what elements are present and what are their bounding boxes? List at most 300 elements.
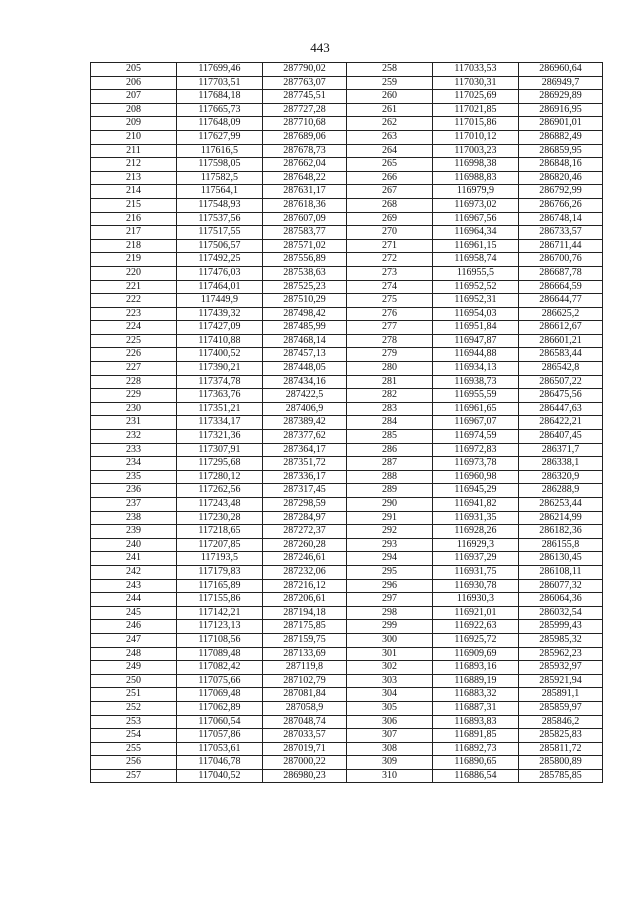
table-cell-x-coordinate: 117537,56 — [177, 212, 263, 226]
table-row — [91, 212, 603, 226]
table-cell-x-coordinate: 117057,86 — [177, 729, 263, 743]
table-cell-y-coordinate: 287745,51 — [263, 90, 347, 104]
table-row — [91, 375, 603, 389]
table-row — [91, 593, 603, 607]
table-cell-x-coordinate: 117582,5 — [177, 171, 263, 185]
table-cell-point-number: 215 — [91, 198, 177, 212]
table-cell-y-coordinate: 287232,06 — [263, 565, 347, 579]
table-cell-point-number: 281 — [347, 375, 433, 389]
table-row — [91, 756, 603, 770]
table-row — [91, 647, 603, 661]
table-row — [91, 511, 603, 525]
table-cell-point-number: 254 — [91, 729, 177, 743]
table-cell-y-coordinate: 286612,67 — [519, 321, 603, 335]
table-cell-point-number: 265 — [347, 158, 433, 172]
table-cell-point-number: 283 — [347, 402, 433, 416]
table-cell-y-coordinate: 287298,59 — [263, 498, 347, 512]
table-cell-point-number: 217 — [91, 226, 177, 240]
table-row — [91, 620, 603, 634]
table-cell-x-coordinate: 117665,73 — [177, 103, 263, 117]
table-cell-point-number: 309 — [347, 756, 433, 770]
table-cell-point-number: 260 — [347, 90, 433, 104]
table-row — [91, 416, 603, 430]
table-cell-y-coordinate: 285800,89 — [519, 756, 603, 770]
table-cell-point-number: 239 — [91, 525, 177, 539]
table-cell-x-coordinate: 116972,83 — [433, 443, 519, 457]
table-cell-x-coordinate: 116958,74 — [433, 253, 519, 267]
table-cell-x-coordinate: 116883,32 — [433, 688, 519, 702]
table-cell-x-coordinate: 117062,89 — [177, 701, 263, 715]
table-cell-x-coordinate: 117439,32 — [177, 307, 263, 321]
table-cell-point-number: 290 — [347, 498, 433, 512]
table-cell-x-coordinate: 116967,56 — [433, 212, 519, 226]
table-cell-point-number: 230 — [91, 402, 177, 416]
table-cell-y-coordinate: 286687,78 — [519, 266, 603, 280]
table-cell-point-number: 304 — [347, 688, 433, 702]
table-cell-y-coordinate: 287284,97 — [263, 511, 347, 525]
table-cell-y-coordinate: 287272,37 — [263, 525, 347, 539]
table-cell-y-coordinate: 286916,95 — [519, 103, 603, 117]
table-cell-x-coordinate: 117616,5 — [177, 144, 263, 158]
table-row — [91, 769, 603, 783]
table-row — [91, 606, 603, 620]
table-cell-x-coordinate: 117307,91 — [177, 443, 263, 457]
table-cell-y-coordinate: 287000,22 — [263, 756, 347, 770]
table-cell-point-number: 252 — [91, 701, 177, 715]
table-cell-point-number: 247 — [91, 633, 177, 647]
table-cell-y-coordinate: 286820,46 — [519, 171, 603, 185]
table-cell-x-coordinate: 116960,98 — [433, 470, 519, 484]
table-row — [91, 90, 603, 104]
table-row — [91, 579, 603, 593]
table-cell-x-coordinate: 116961,15 — [433, 239, 519, 253]
table-cell-point-number: 302 — [347, 661, 433, 675]
table-row — [91, 280, 603, 294]
table-cell-y-coordinate: 287498,42 — [263, 307, 347, 321]
table-cell-point-number: 225 — [91, 334, 177, 348]
table-cell-point-number: 267 — [347, 185, 433, 199]
table-cell-point-number: 243 — [91, 579, 177, 593]
table-cell-x-coordinate: 117295,68 — [177, 457, 263, 471]
table-cell-point-number: 296 — [347, 579, 433, 593]
table-cell-y-coordinate: 286766,26 — [519, 198, 603, 212]
table-cell-point-number: 284 — [347, 416, 433, 430]
table-row — [91, 362, 603, 376]
table-cell-x-coordinate: 116887,31 — [433, 701, 519, 715]
table-cell-x-coordinate: 117548,93 — [177, 198, 263, 212]
table-row — [91, 484, 603, 498]
table-cell-point-number: 255 — [91, 742, 177, 756]
table-row — [91, 63, 603, 77]
table-cell-y-coordinate: 285846,2 — [519, 715, 603, 729]
table-cell-y-coordinate: 287336,17 — [263, 470, 347, 484]
table-cell-x-coordinate: 117334,17 — [177, 416, 263, 430]
table-cell-y-coordinate: 286711,44 — [519, 239, 603, 253]
table-cell-y-coordinate: 287317,45 — [263, 484, 347, 498]
table-cell-x-coordinate: 117684,18 — [177, 90, 263, 104]
table-cell-point-number: 246 — [91, 620, 177, 634]
table-cell-x-coordinate: 116947,87 — [433, 334, 519, 348]
table-cell-point-number: 256 — [91, 756, 177, 770]
table-cell-x-coordinate: 117230,28 — [177, 511, 263, 525]
table-cell-point-number: 293 — [347, 538, 433, 552]
table-cell-point-number: 305 — [347, 701, 433, 715]
table-cell-x-coordinate: 116973,78 — [433, 457, 519, 471]
table-cell-y-coordinate: 287457,13 — [263, 348, 347, 362]
table-cell-point-number: 249 — [91, 661, 177, 675]
table-row — [91, 117, 603, 131]
table-cell-point-number: 277 — [347, 321, 433, 335]
table-cell-x-coordinate: 117108,56 — [177, 633, 263, 647]
table-cell-y-coordinate: 287019,71 — [263, 742, 347, 756]
table-cell-y-coordinate: 287583,77 — [263, 226, 347, 240]
table-row — [91, 633, 603, 647]
table-cell-x-coordinate: 116893,16 — [433, 661, 519, 675]
table-cell-y-coordinate: 287048,74 — [263, 715, 347, 729]
table-cell-y-coordinate: 287033,57 — [263, 729, 347, 743]
table-cell-x-coordinate: 116921,01 — [433, 606, 519, 620]
table-cell-point-number: 263 — [347, 130, 433, 144]
table-row — [91, 538, 603, 552]
table-cell-point-number: 257 — [91, 769, 177, 783]
table-cell-y-coordinate: 286664,59 — [519, 280, 603, 294]
table-cell-point-number: 233 — [91, 443, 177, 457]
table-cell-point-number: 224 — [91, 321, 177, 335]
table-cell-x-coordinate: 116934,13 — [433, 362, 519, 376]
table-cell-x-coordinate: 117021,85 — [433, 103, 519, 117]
table-cell-y-coordinate: 286422,21 — [519, 416, 603, 430]
table-cell-x-coordinate: 117155,86 — [177, 593, 263, 607]
table-cell-y-coordinate: 285785,85 — [519, 769, 603, 783]
table-cell-y-coordinate: 287406,9 — [263, 402, 347, 416]
table-row — [91, 430, 603, 444]
table-cell-point-number: 270 — [347, 226, 433, 240]
table-cell-x-coordinate: 117089,48 — [177, 647, 263, 661]
table-cell-x-coordinate: 117627,99 — [177, 130, 263, 144]
table-cell-point-number: 241 — [91, 552, 177, 566]
table-cell-x-coordinate: 116889,19 — [433, 674, 519, 688]
table-row — [91, 253, 603, 267]
table-cell-x-coordinate: 116891,85 — [433, 729, 519, 743]
table-cell-point-number: 275 — [347, 294, 433, 308]
table-cell-point-number: 207 — [91, 90, 177, 104]
table-cell-y-coordinate: 286253,44 — [519, 498, 603, 512]
table-row — [91, 158, 603, 172]
table-cell-y-coordinate: 287648,22 — [263, 171, 347, 185]
table-cell-y-coordinate: 285985,32 — [519, 633, 603, 647]
table-cell-point-number: 216 — [91, 212, 177, 226]
table-cell-point-number: 231 — [91, 416, 177, 430]
table-cell-point-number: 307 — [347, 729, 433, 743]
table-cell-y-coordinate: 286371,7 — [519, 443, 603, 457]
table-cell-x-coordinate: 116961,65 — [433, 402, 519, 416]
table-cell-x-coordinate: 116909,69 — [433, 647, 519, 661]
table-cell-x-coordinate: 117564,1 — [177, 185, 263, 199]
table-row — [91, 171, 603, 185]
table-cell-x-coordinate: 116964,34 — [433, 226, 519, 240]
table-cell-point-number: 248 — [91, 647, 177, 661]
table-cell-x-coordinate: 117699,46 — [177, 63, 263, 77]
table-cell-x-coordinate: 117410,88 — [177, 334, 263, 348]
table-cell-point-number: 295 — [347, 565, 433, 579]
table-cell-y-coordinate: 286949,7 — [519, 76, 603, 90]
table-cell-point-number: 306 — [347, 715, 433, 729]
table-cell-x-coordinate: 116928,26 — [433, 525, 519, 539]
table-cell-x-coordinate: 117262,56 — [177, 484, 263, 498]
table-cell-x-coordinate: 117123,13 — [177, 620, 263, 634]
table-cell-x-coordinate: 117142,21 — [177, 606, 263, 620]
table-cell-x-coordinate: 116954,03 — [433, 307, 519, 321]
table-cell-point-number: 227 — [91, 362, 177, 376]
table-cell-x-coordinate: 116931,35 — [433, 511, 519, 525]
table-cell-point-number: 211 — [91, 144, 177, 158]
table-cell-y-coordinate: 287434,16 — [263, 375, 347, 389]
table-row — [91, 525, 603, 539]
table-cell-point-number: 274 — [347, 280, 433, 294]
table-cell-x-coordinate: 117207,85 — [177, 538, 263, 552]
table-cell-y-coordinate: 287364,17 — [263, 443, 347, 457]
table-cell-x-coordinate: 117218,65 — [177, 525, 263, 539]
table-cell-y-coordinate: 286475,56 — [519, 389, 603, 403]
table-cell-point-number: 298 — [347, 606, 433, 620]
table-cell-x-coordinate: 116945,29 — [433, 484, 519, 498]
table-row — [91, 443, 603, 457]
table-cell-x-coordinate: 117243,48 — [177, 498, 263, 512]
table-row — [91, 661, 603, 675]
table-cell-y-coordinate: 287206,61 — [263, 593, 347, 607]
table-cell-point-number: 310 — [347, 769, 433, 783]
table-row — [91, 198, 603, 212]
table-cell-point-number: 308 — [347, 742, 433, 756]
table-cell-point-number: 210 — [91, 130, 177, 144]
table-cell-y-coordinate: 286792,99 — [519, 185, 603, 199]
table-cell-point-number: 223 — [91, 307, 177, 321]
table-cell-x-coordinate: 117060,54 — [177, 715, 263, 729]
table-cell-point-number: 286 — [347, 443, 433, 457]
table-row — [91, 498, 603, 512]
table-cell-y-coordinate: 286542,8 — [519, 362, 603, 376]
table-cell-x-coordinate: 116941,82 — [433, 498, 519, 512]
table-row — [91, 321, 603, 335]
table-cell-x-coordinate: 116937,29 — [433, 552, 519, 566]
table-cell-y-coordinate: 286182,36 — [519, 525, 603, 539]
table-cell-y-coordinate: 285825,83 — [519, 729, 603, 743]
table-cell-point-number: 213 — [91, 171, 177, 185]
table-cell-y-coordinate: 286901,01 — [519, 117, 603, 131]
table-cell-point-number: 291 — [347, 511, 433, 525]
table-cell-y-coordinate: 286507,22 — [519, 375, 603, 389]
table-cell-point-number: 236 — [91, 484, 177, 498]
table-cell-x-coordinate: 117030,31 — [433, 76, 519, 90]
table-cell-x-coordinate: 117648,09 — [177, 117, 263, 131]
table-cell-point-number: 261 — [347, 103, 433, 117]
table-cell-x-coordinate: 117363,76 — [177, 389, 263, 403]
table-row — [91, 144, 603, 158]
table-row — [91, 742, 603, 756]
table-cell-y-coordinate: 287133,69 — [263, 647, 347, 661]
table-cell-y-coordinate: 286155,8 — [519, 538, 603, 552]
table-cell-point-number: 285 — [347, 430, 433, 444]
table-cell-y-coordinate: 286108,11 — [519, 565, 603, 579]
table-cell-y-coordinate: 287260,28 — [263, 538, 347, 552]
table-cell-y-coordinate: 287790,02 — [263, 63, 347, 77]
table-cell-x-coordinate: 117025,69 — [433, 90, 519, 104]
table-cell-y-coordinate: 285859,97 — [519, 701, 603, 715]
table-cell-x-coordinate: 117400,52 — [177, 348, 263, 362]
table-cell-y-coordinate: 286733,57 — [519, 226, 603, 240]
table-cell-y-coordinate: 285921,94 — [519, 674, 603, 688]
table-cell-x-coordinate: 116929,3 — [433, 538, 519, 552]
table-cell-y-coordinate: 285891,1 — [519, 688, 603, 702]
table-cell-point-number: 228 — [91, 375, 177, 389]
table-cell-y-coordinate: 287119,8 — [263, 661, 347, 675]
table-cell-point-number: 300 — [347, 633, 433, 647]
table-cell-y-coordinate: 286288,9 — [519, 484, 603, 498]
table-cell-y-coordinate: 286447,63 — [519, 402, 603, 416]
table-cell-point-number: 237 — [91, 498, 177, 512]
table-cell-x-coordinate: 116955,59 — [433, 389, 519, 403]
table-cell-y-coordinate: 286583,44 — [519, 348, 603, 362]
table-cell-y-coordinate: 286960,64 — [519, 63, 603, 77]
table-cell-x-coordinate: 117390,21 — [177, 362, 263, 376]
table-cell-y-coordinate: 287727,28 — [263, 103, 347, 117]
table-cell-y-coordinate: 286859,95 — [519, 144, 603, 158]
table-cell-y-coordinate: 287710,68 — [263, 117, 347, 131]
table-cell-x-coordinate: 117075,66 — [177, 674, 263, 688]
table-cell-x-coordinate: 117033,53 — [433, 63, 519, 77]
table-cell-y-coordinate: 286214,99 — [519, 511, 603, 525]
table-cell-y-coordinate: 287631,17 — [263, 185, 347, 199]
table-cell-point-number: 278 — [347, 334, 433, 348]
table-row — [91, 103, 603, 117]
table-cell-x-coordinate: 117492,25 — [177, 253, 263, 267]
table-cell-x-coordinate: 116952,52 — [433, 280, 519, 294]
table-cell-point-number: 268 — [347, 198, 433, 212]
table-cell-point-number: 297 — [347, 593, 433, 607]
table-cell-point-number: 271 — [347, 239, 433, 253]
table-cell-x-coordinate: 116893,83 — [433, 715, 519, 729]
table-cell-y-coordinate: 287763,07 — [263, 76, 347, 90]
table-cell-x-coordinate: 116974,59 — [433, 430, 519, 444]
table-cell-point-number: 262 — [347, 117, 433, 131]
table-cell-x-coordinate: 116886,54 — [433, 769, 519, 783]
table-cell-y-coordinate: 287678,73 — [263, 144, 347, 158]
table-cell-x-coordinate: 117598,05 — [177, 158, 263, 172]
table-cell-x-coordinate: 116998,38 — [433, 158, 519, 172]
table-cell-y-coordinate: 287485,99 — [263, 321, 347, 335]
table-row — [91, 701, 603, 715]
table-row — [91, 239, 603, 253]
table-cell-x-coordinate: 117053,61 — [177, 742, 263, 756]
table-cell-point-number: 244 — [91, 593, 177, 607]
table-cell-x-coordinate: 117010,12 — [433, 130, 519, 144]
table-cell-point-number: 301 — [347, 647, 433, 661]
table-cell-y-coordinate: 286077,32 — [519, 579, 603, 593]
coordinates-table — [90, 62, 603, 783]
table-cell-point-number: 206 — [91, 76, 177, 90]
table-cell-point-number: 232 — [91, 430, 177, 444]
table-cell-y-coordinate: 286929,89 — [519, 90, 603, 104]
table-cell-x-coordinate: 117015,86 — [433, 117, 519, 131]
table-cell-point-number: 294 — [347, 552, 433, 566]
table-cell-point-number: 266 — [347, 171, 433, 185]
table-cell-x-coordinate: 116967,07 — [433, 416, 519, 430]
table-cell-point-number: 258 — [347, 63, 433, 77]
table-cell-point-number: 253 — [91, 715, 177, 729]
table-cell-y-coordinate: 286700,76 — [519, 253, 603, 267]
table-cell-x-coordinate: 117703,51 — [177, 76, 263, 90]
table-cell-y-coordinate: 286338,1 — [519, 457, 603, 471]
table-cell-point-number: 208 — [91, 103, 177, 117]
table-cell-x-coordinate: 117193,5 — [177, 552, 263, 566]
table-cell-x-coordinate: 116890,65 — [433, 756, 519, 770]
table-cell-x-coordinate: 116955,5 — [433, 266, 519, 280]
table-row — [91, 402, 603, 416]
table-cell-x-coordinate: 117351,21 — [177, 402, 263, 416]
table-cell-x-coordinate: 117321,36 — [177, 430, 263, 444]
table-row — [91, 565, 603, 579]
table-cell-x-coordinate: 116951,84 — [433, 321, 519, 335]
table-cell-point-number: 259 — [347, 76, 433, 90]
table-cell-x-coordinate: 116922,63 — [433, 620, 519, 634]
table-row — [91, 266, 603, 280]
table-cell-y-coordinate: 286407,45 — [519, 430, 603, 444]
table-cell-point-number: 209 — [91, 117, 177, 131]
table-cell-y-coordinate: 285999,43 — [519, 620, 603, 634]
table-cell-y-coordinate: 286320,9 — [519, 470, 603, 484]
table-cell-y-coordinate: 287571,02 — [263, 239, 347, 253]
table-cell-point-number: 289 — [347, 484, 433, 498]
table-cell-point-number: 276 — [347, 307, 433, 321]
table-cell-x-coordinate: 117374,78 — [177, 375, 263, 389]
table-cell-x-coordinate: 116988,83 — [433, 171, 519, 185]
table-cell-point-number: 280 — [347, 362, 433, 376]
table-cell-point-number: 229 — [91, 389, 177, 403]
table-cell-y-coordinate: 287689,06 — [263, 130, 347, 144]
table-cell-x-coordinate: 117003,23 — [433, 144, 519, 158]
table-cell-y-coordinate: 286032,54 — [519, 606, 603, 620]
table-cell-x-coordinate: 116925,72 — [433, 633, 519, 647]
table-cell-y-coordinate: 286748,14 — [519, 212, 603, 226]
table-row — [91, 674, 603, 688]
table-cell-x-coordinate: 116979,9 — [433, 185, 519, 199]
table-row — [91, 307, 603, 321]
table-cell-y-coordinate: 286848,16 — [519, 158, 603, 172]
table-cell-y-coordinate: 287448,05 — [263, 362, 347, 376]
table-cell-point-number: 269 — [347, 212, 433, 226]
table-cell-point-number: 235 — [91, 470, 177, 484]
table-cell-x-coordinate: 116952,31 — [433, 294, 519, 308]
table-row — [91, 185, 603, 199]
table-cell-x-coordinate: 116944,88 — [433, 348, 519, 362]
table-cell-x-coordinate: 117464,01 — [177, 280, 263, 294]
table-cell-x-coordinate: 116930,78 — [433, 579, 519, 593]
table-cell-x-coordinate: 116973,02 — [433, 198, 519, 212]
table-cell-point-number: 238 — [91, 511, 177, 525]
table-cell-point-number: 218 — [91, 239, 177, 253]
table-cell-point-number: 221 — [91, 280, 177, 294]
table-row — [91, 348, 603, 362]
table-cell-x-coordinate: 117069,48 — [177, 688, 263, 702]
table-cell-point-number: 250 — [91, 674, 177, 688]
table-cell-y-coordinate: 287246,61 — [263, 552, 347, 566]
table-cell-y-coordinate: 286980,23 — [263, 769, 347, 783]
table-cell-point-number: 220 — [91, 266, 177, 280]
table-cell-y-coordinate: 287510,29 — [263, 294, 347, 308]
table-cell-point-number: 292 — [347, 525, 433, 539]
table-cell-x-coordinate: 117179,83 — [177, 565, 263, 579]
table-cell-x-coordinate: 116931,75 — [433, 565, 519, 579]
